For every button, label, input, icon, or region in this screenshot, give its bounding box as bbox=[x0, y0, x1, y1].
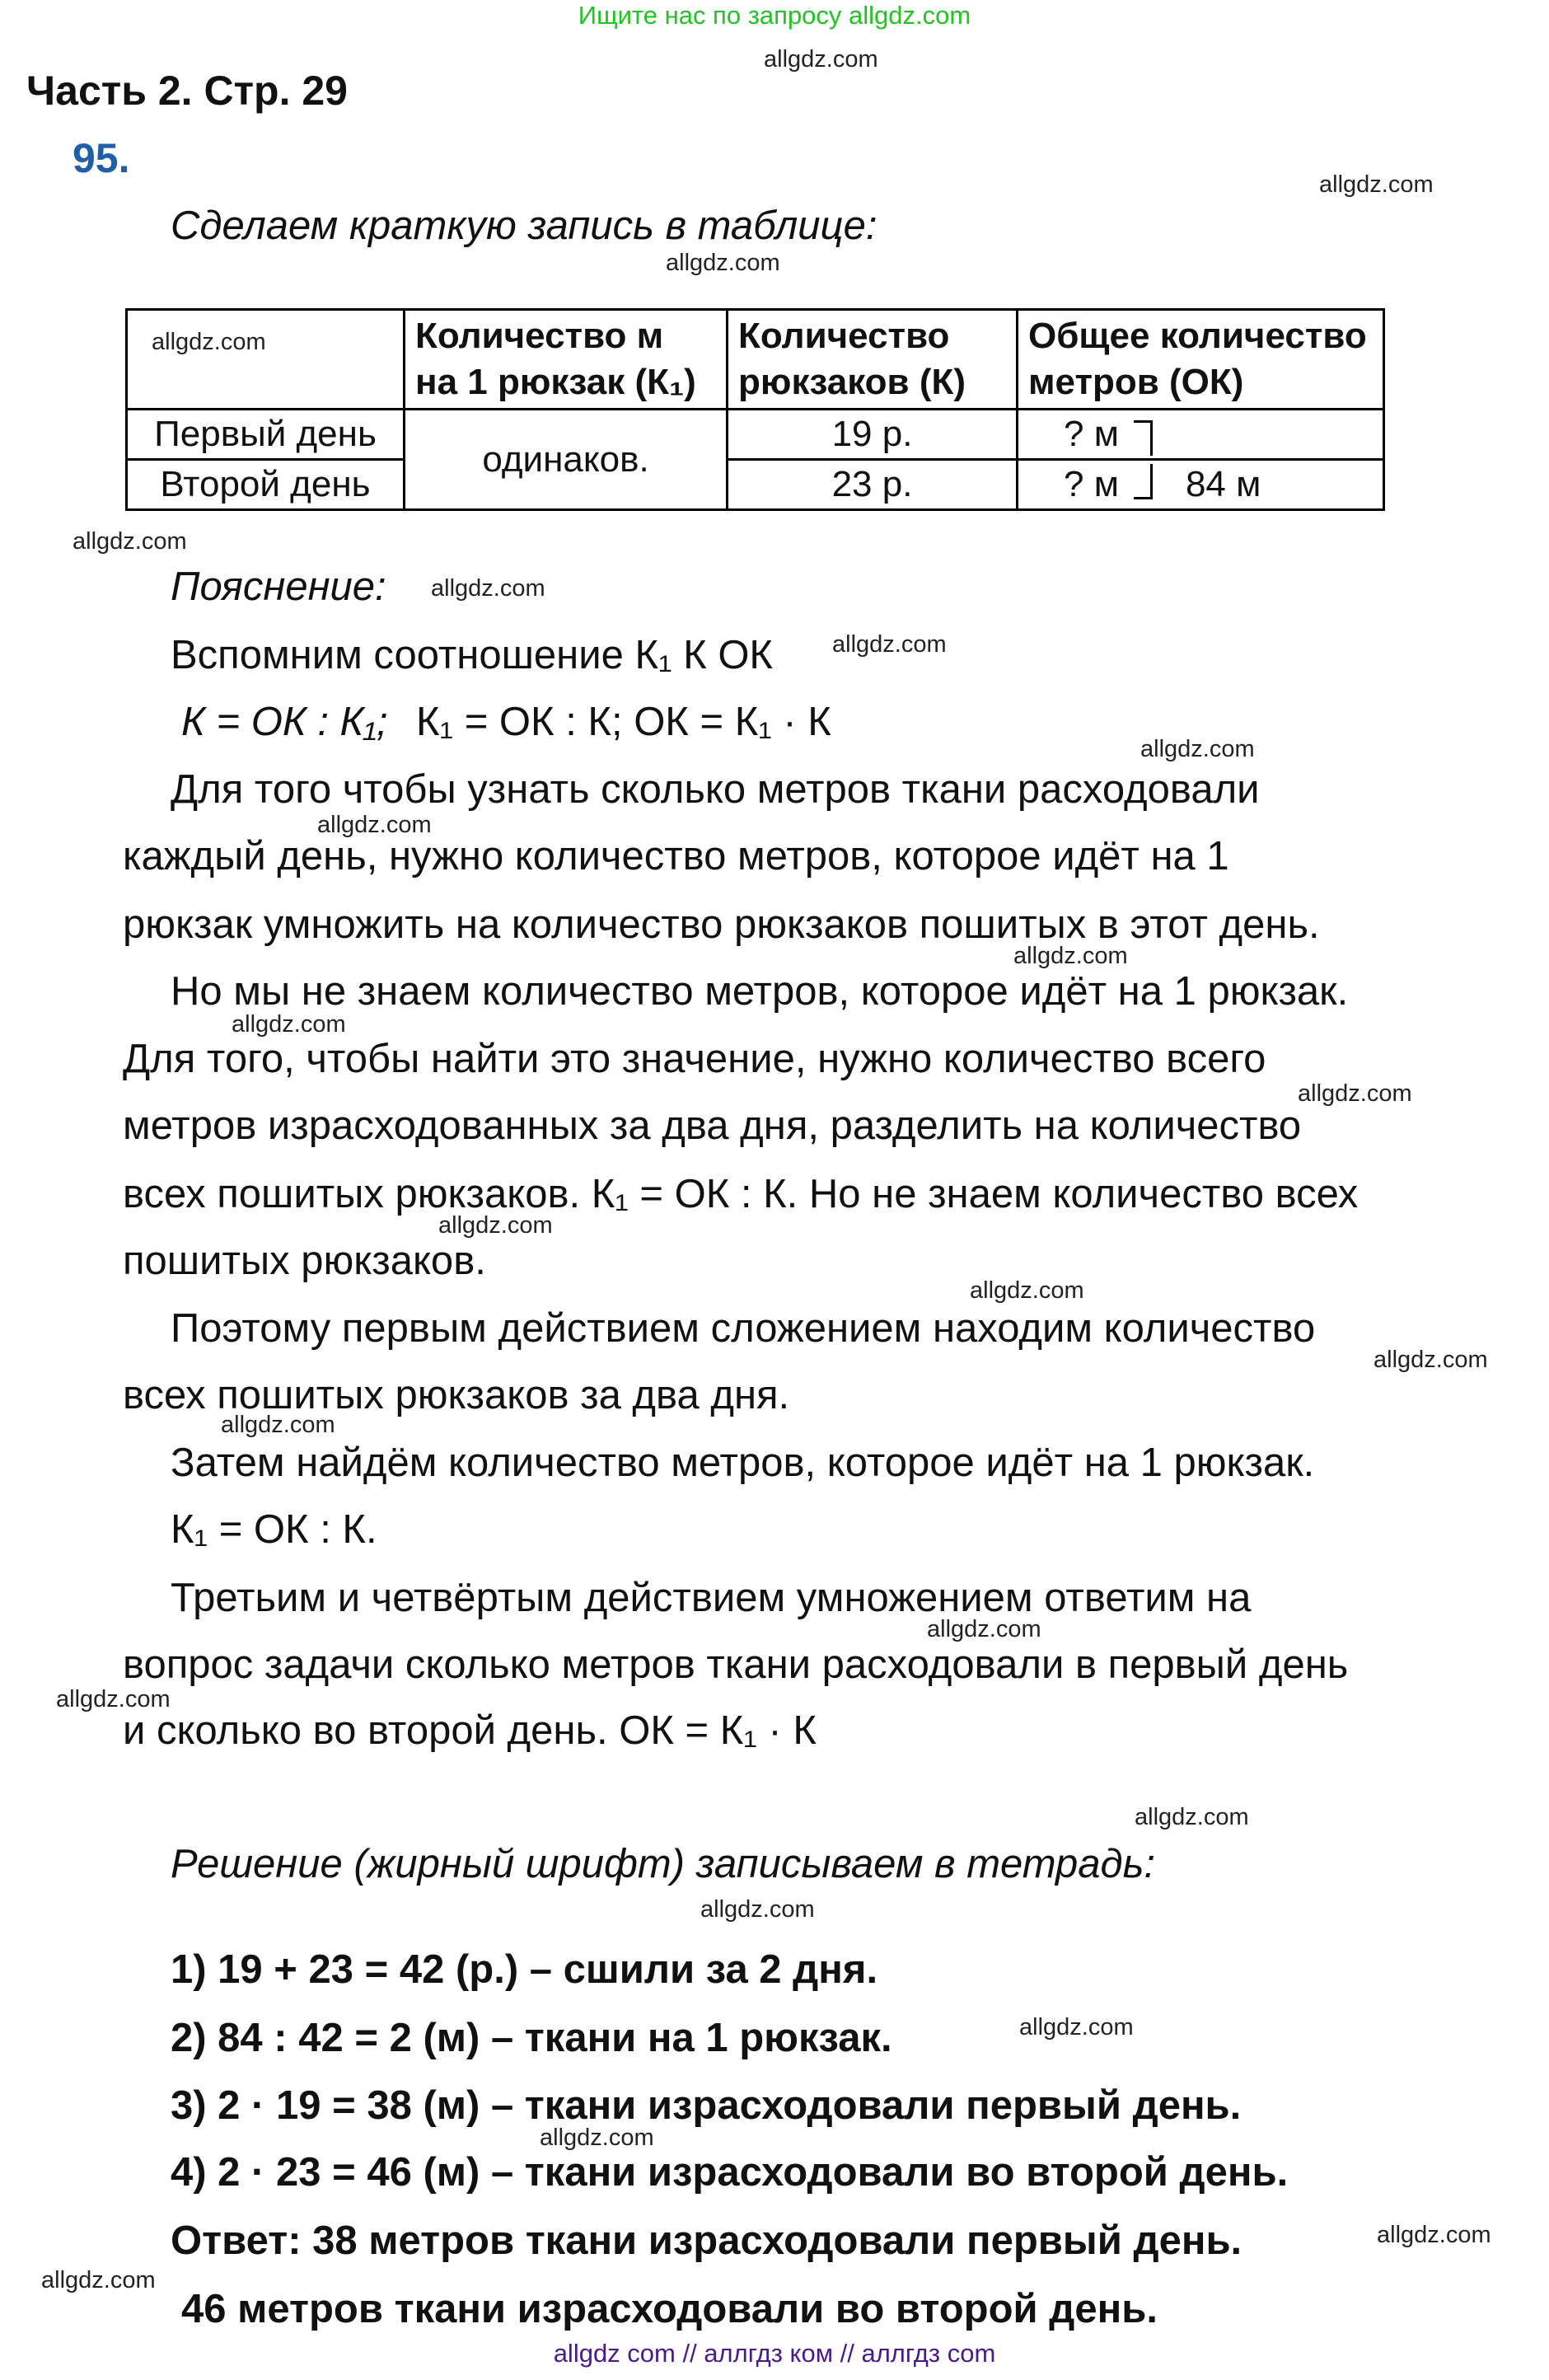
text-line: рюкзак умножить на количество рюкзаков пошитых в этот день. bbox=[123, 902, 1320, 947]
solution-title: Решение (жирный шрифт) записываем в тетрадь: bbox=[171, 1842, 1155, 1886]
solution-step: 4) 2 · 23 = 46 (м) – ткани израсходовали во второй день. bbox=[171, 2150, 1289, 2195]
watermark: allgdz.com bbox=[970, 1277, 1084, 1304]
page-heading: Часть 2. Стр. 29 bbox=[26, 68, 348, 114]
k-value: 19 р. bbox=[728, 410, 1018, 460]
ok-unknown: ? м bbox=[1064, 414, 1119, 454]
text-line: всех пошитых рюкзаков. К₁ = ОК : К. Но не знаем количество всех bbox=[123, 1172, 1359, 1216]
watermark: allgdz.com bbox=[317, 812, 432, 838]
header-line: метров (ОК) bbox=[1028, 362, 1244, 402]
k-value: 23 р. bbox=[728, 460, 1018, 510]
answer-line: Ответ: 38 метров ткани израсходовали первый день. bbox=[171, 2218, 1242, 2263]
watermark: allgdz.com bbox=[1319, 171, 1434, 198]
watermark: allgdz.com bbox=[1374, 1347, 1488, 1373]
text-line: всех пошитых рюкзаков за два дня. bbox=[123, 1373, 790, 1417]
explanation-title: Пояснение: bbox=[171, 565, 386, 609]
header-line: Общее количество bbox=[1028, 316, 1367, 356]
ok-unknown: ? м bbox=[1064, 464, 1119, 504]
watermark: allgdz.com bbox=[1013, 943, 1128, 969]
k1-value: одинаков. bbox=[405, 410, 728, 510]
task-number: 95. bbox=[73, 135, 130, 181]
formula-line: К = ОК : К₁; bbox=[181, 700, 388, 744]
watermark: allgdz.com bbox=[73, 528, 187, 555]
watermark: allgdz.com bbox=[1019, 2014, 1134, 2040]
row-label: Первый день bbox=[127, 410, 405, 460]
text-line: Вспомним соотношение К₁ К ОК bbox=[171, 633, 773, 677]
header-line: рюкзаков (К) bbox=[738, 362, 966, 402]
watermark: allgdz.com bbox=[1298, 1080, 1412, 1107]
text-line: метров израсходованных за два дня, разделить на количество bbox=[123, 1103, 1302, 1148]
solution-step: 3) 2 · 19 = 38 (м) – ткани израсходовали первый день. bbox=[171, 2083, 1242, 2128]
ok-total: 84 м bbox=[1185, 464, 1261, 504]
watermark: allgdz.com bbox=[700, 1896, 815, 1923]
watermark: allgdz.com bbox=[232, 1011, 346, 1038]
watermark: allgdz.com bbox=[832, 631, 947, 658]
solution-step: 2) 84 : 42 = 2 (м) – ткани на 1 рюкзак. bbox=[171, 2016, 892, 2060]
watermark: allgdz.com bbox=[221, 1412, 335, 1438]
text-line: Поэтому первым действием сложением находим количество bbox=[171, 1306, 1316, 1351]
table-row bbox=[127, 410, 1384, 460]
header-line: на 1 рюкзак (К₁) bbox=[415, 362, 696, 402]
text-line: К₁ = ОК : К. bbox=[171, 1507, 377, 1552]
brace-icon bbox=[1134, 464, 1153, 499]
row-label: Второй день bbox=[127, 460, 405, 510]
header-line: Количество bbox=[738, 316, 950, 356]
table-corner-cell bbox=[127, 310, 405, 410]
ok-value bbox=[1018, 460, 1384, 510]
header-k1 bbox=[405, 310, 728, 410]
brace-icon bbox=[1134, 420, 1153, 456]
solution-step: 1) 19 + 23 = 42 (р.) – сшили за 2 дня. bbox=[171, 1947, 878, 1992]
watermark: allgdz.com bbox=[540, 2125, 654, 2151]
header-k bbox=[728, 310, 1018, 410]
text-line: Третьим и четвёртым действием умножением ответим на bbox=[171, 1576, 1252, 1620]
text-line: каждый день, нужно количество метров, которое идёт на 1 bbox=[123, 834, 1229, 878]
watermark: allgdz.com bbox=[1140, 736, 1255, 762]
banner[interactable]: Ищите нас по запросу allgdz.com bbox=[578, 1, 971, 30]
header-line: Количество м bbox=[415, 316, 664, 356]
watermark: allgdz.com bbox=[438, 1212, 553, 1239]
table-row bbox=[127, 460, 1384, 510]
watermark: allgdz.com bbox=[666, 250, 780, 276]
text-line: Но мы не знаем количество метров, которое идёт на 1 рюкзак. bbox=[171, 969, 1349, 1014]
text-line: вопрос задачи сколько метров ткани расходовали в первый день bbox=[123, 1642, 1349, 1687]
watermark: allgdz.com bbox=[152, 329, 266, 355]
text-line: и сколько во второй день. ОК = К₁ · К bbox=[123, 1708, 817, 1753]
header-ok bbox=[1018, 310, 1384, 410]
footer-links[interactable]: allgdz com // аллгдз ком // аллгдз com bbox=[553, 2339, 996, 2368]
watermark: allgdz.com bbox=[764, 46, 878, 73]
text-line: Для того, чтобы найти это значение, нужно количество всего bbox=[123, 1037, 1266, 1081]
watermark: allgdz.com bbox=[431, 575, 545, 602]
formula-line: К₁ = ОК : К; ОК = К₁ · К bbox=[416, 700, 831, 744]
watermark: allgdz.com bbox=[1135, 1804, 1249, 1830]
text-line: Затем найдём количество метров, которое идёт на 1 рюкзак. bbox=[171, 1441, 1315, 1485]
summary-table bbox=[125, 308, 1385, 511]
ok-value bbox=[1018, 410, 1384, 460]
watermark: allgdz.com bbox=[56, 1686, 171, 1712]
answer-line: 46 метров ткани израсходовали во второй день. bbox=[181, 2287, 1158, 2331]
text-line: пошитых рюкзаков. bbox=[123, 1239, 486, 1283]
text-line: Для того чтобы узнать сколько метров ткани расходовали bbox=[171, 767, 1260, 812]
watermark: allgdz.com bbox=[41, 2267, 156, 2293]
watermark: allgdz.com bbox=[927, 1616, 1041, 1642]
watermark: allgdz.com bbox=[1377, 2222, 1491, 2248]
intro-text: Сделаем краткую запись в таблице: bbox=[171, 204, 877, 248]
